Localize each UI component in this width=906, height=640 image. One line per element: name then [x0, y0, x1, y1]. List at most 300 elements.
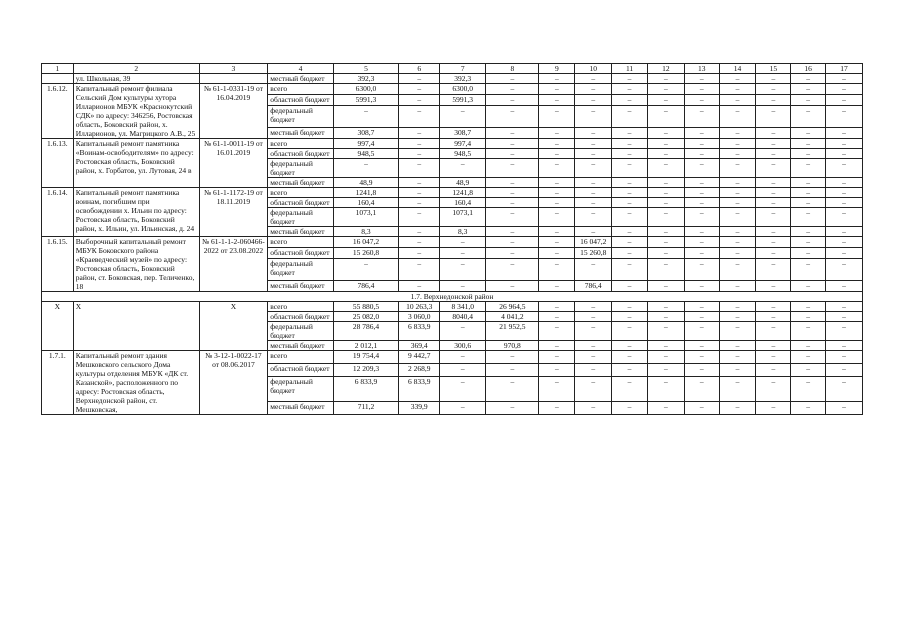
- table-row: [42, 139, 863, 149]
- value-cell: –: [791, 259, 826, 280]
- value-cell: –: [826, 364, 863, 377]
- value-cell: –: [575, 106, 612, 127]
- value-cell: 8,3: [333, 227, 399, 237]
- budget-type: федеральный бюджет: [268, 259, 334, 280]
- value-cell: –: [486, 227, 539, 237]
- column-number: 3: [199, 64, 268, 74]
- value-cell: 369,4: [399, 341, 440, 351]
- value-cell: –: [756, 127, 791, 138]
- value-cell: –: [826, 84, 863, 95]
- value-cell: –: [575, 208, 612, 227]
- value-cell: –: [399, 139, 440, 149]
- document-number: № 61-1-1172-19 от 18.11.2019: [199, 188, 268, 237]
- value-cell: –: [826, 95, 863, 106]
- value-cell: –: [575, 312, 612, 322]
- value-cell: –: [399, 227, 440, 237]
- row-id: Х: [42, 302, 74, 351]
- value-cell: –: [684, 188, 719, 198]
- value-cell: –: [684, 248, 719, 259]
- column-number: 9: [539, 64, 575, 74]
- value-cell: –: [647, 312, 684, 322]
- column-number: 10: [575, 64, 612, 74]
- budget-type: федеральный бюджет: [268, 322, 334, 341]
- column-number: 13: [684, 64, 719, 74]
- value-cell: –: [756, 248, 791, 259]
- budget-type: местный бюджет: [268, 280, 334, 291]
- value-cell: –: [791, 208, 826, 227]
- document-number: № 61-1-1-2-060466-2022 от 23.08.2022: [199, 237, 268, 292]
- value-cell: –: [791, 149, 826, 159]
- value-cell: –: [612, 280, 648, 291]
- value-cell: –: [486, 377, 539, 402]
- value-cell: –: [575, 178, 612, 188]
- value-cell: –: [399, 237, 440, 248]
- value-cell: –: [756, 159, 791, 178]
- row-id: 1.6.15.: [42, 237, 74, 292]
- value-cell: 55 880,5: [333, 302, 399, 312]
- value-cell: –: [612, 302, 648, 312]
- value-cell: –: [647, 248, 684, 259]
- value-cell: –: [440, 237, 486, 248]
- value-cell: –: [647, 259, 684, 280]
- value-cell: –: [647, 302, 684, 312]
- value-cell: 10 263,3: [399, 302, 440, 312]
- value-cell: –: [719, 341, 756, 351]
- column-number: 17: [826, 64, 863, 74]
- value-cell: –: [756, 377, 791, 402]
- value-cell: –: [575, 227, 612, 237]
- budget-type: всего: [268, 302, 334, 312]
- value-cell: –: [647, 159, 684, 178]
- object-name: Выборочный капитальный ремонт МБУК Боковского района «Краеведческий музей» по адресу: Ростовская область, Боковский район, ст. Боковская, пер. Теличенко, 18: [73, 237, 199, 292]
- value-cell: –: [486, 159, 539, 178]
- value-cell: 970,8: [486, 341, 539, 351]
- value-cell: –: [539, 188, 575, 198]
- value-cell: –: [719, 248, 756, 259]
- value-cell: –: [791, 106, 826, 127]
- value-cell: –: [719, 312, 756, 322]
- value-cell: 8 341,0: [440, 302, 486, 312]
- value-cell: 5991,3: [333, 95, 399, 106]
- value-cell: –: [826, 377, 863, 402]
- value-cell: –: [791, 248, 826, 259]
- value-cell: –: [756, 364, 791, 377]
- budget-type: областной бюджет: [268, 198, 334, 208]
- value-cell: –: [791, 341, 826, 351]
- value-cell: –: [756, 208, 791, 227]
- budget-type: всего: [268, 237, 334, 248]
- value-cell: –: [647, 341, 684, 351]
- value-cell: 3 060,0: [399, 312, 440, 322]
- value-cell: 48,9: [440, 178, 486, 188]
- value-cell: –: [486, 248, 539, 259]
- value-cell: –: [756, 259, 791, 280]
- value-cell: 786,4: [575, 280, 612, 291]
- table-row: [42, 84, 863, 95]
- value-cell: 26 964,5: [486, 302, 539, 312]
- column-number-row: [42, 64, 863, 74]
- value-cell: –: [575, 74, 612, 84]
- value-cell: –: [647, 401, 684, 414]
- value-cell: –: [575, 198, 612, 208]
- row-id: 1.6.14.: [42, 188, 74, 237]
- value-cell: –: [399, 74, 440, 84]
- value-cell: 308,7: [440, 127, 486, 138]
- budget-type: местный бюджет: [268, 74, 334, 84]
- value-cell: –: [756, 149, 791, 159]
- value-cell: 25 082,0: [333, 312, 399, 322]
- value-cell: 997,4: [333, 139, 399, 149]
- budget-type: областной бюджет: [268, 95, 334, 106]
- row-id-cell: [42, 74, 74, 84]
- column-number: 8: [486, 64, 539, 74]
- budget-type: местный бюджет: [268, 178, 334, 188]
- value-cell: –: [486, 364, 539, 377]
- value-cell: 6 833,9: [399, 322, 440, 341]
- column-number: 6: [399, 64, 440, 74]
- value-cell: –: [486, 401, 539, 414]
- value-cell: –: [486, 351, 539, 364]
- value-cell: –: [791, 401, 826, 414]
- document-number: № 61-1-0011-19 от 16.01.2019: [199, 139, 268, 188]
- value-cell: –: [826, 280, 863, 291]
- value-cell: –: [719, 178, 756, 188]
- value-cell: –: [826, 227, 863, 237]
- value-cell: –: [826, 312, 863, 322]
- value-cell: –: [486, 106, 539, 127]
- value-cell: –: [575, 259, 612, 280]
- value-cell: –: [575, 149, 612, 159]
- value-cell: –: [539, 248, 575, 259]
- value-cell: –: [539, 139, 575, 149]
- value-cell: 2 268,9: [399, 364, 440, 377]
- value-cell: 9 442,7: [399, 351, 440, 364]
- value-cell: –: [612, 198, 648, 208]
- value-cell: 339,9: [399, 401, 440, 414]
- budget-type: местный бюджет: [268, 341, 334, 351]
- value-cell: –: [647, 351, 684, 364]
- budget-type: областной бюджет: [268, 364, 334, 377]
- value-cell: –: [399, 149, 440, 159]
- value-cell: –: [684, 227, 719, 237]
- value-cell: –: [539, 178, 575, 188]
- value-cell: –: [440, 159, 486, 178]
- value-cell: –: [719, 106, 756, 127]
- value-cell: –: [719, 377, 756, 402]
- value-cell: –: [684, 127, 719, 138]
- object-name: Х: [73, 302, 199, 351]
- value-cell: 1241,8: [333, 188, 399, 198]
- value-cell: –: [647, 74, 684, 84]
- value-cell: –: [399, 280, 440, 291]
- value-cell: –: [539, 312, 575, 322]
- value-cell: –: [399, 127, 440, 138]
- budget-type: областной бюджет: [268, 312, 334, 322]
- value-cell: –: [539, 302, 575, 312]
- value-cell: –: [756, 312, 791, 322]
- value-cell: –: [791, 159, 826, 178]
- value-cell: 8,3: [440, 227, 486, 237]
- value-cell: –: [684, 74, 719, 84]
- value-cell: –: [826, 106, 863, 127]
- value-cell: 16 047,2: [333, 237, 399, 248]
- value-cell: –: [440, 364, 486, 377]
- value-cell: –: [539, 149, 575, 159]
- value-cell: –: [684, 259, 719, 280]
- budget-type: всего: [268, 84, 334, 95]
- value-cell: –: [486, 127, 539, 138]
- value-cell: –: [647, 227, 684, 237]
- value-cell: –: [647, 106, 684, 127]
- value-cell: –: [612, 106, 648, 127]
- value-cell: 711,2: [333, 401, 399, 414]
- value-cell: –: [539, 259, 575, 280]
- value-cell: –: [539, 322, 575, 341]
- value-cell: 15 260,8: [575, 248, 612, 259]
- value-cell: –: [791, 188, 826, 198]
- value-cell: –: [719, 351, 756, 364]
- value-cell: –: [399, 248, 440, 259]
- value-cell: –: [486, 95, 539, 106]
- value-cell: –: [440, 401, 486, 414]
- value-cell: 1073,1: [440, 208, 486, 227]
- value-cell: –: [612, 208, 648, 227]
- value-cell: –: [575, 159, 612, 178]
- value-cell: –: [647, 95, 684, 106]
- value-cell: –: [486, 74, 539, 84]
- value-cell: –: [539, 159, 575, 178]
- value-cell: –: [756, 237, 791, 248]
- value-cell: –: [647, 198, 684, 208]
- value-cell: –: [826, 237, 863, 248]
- value-cell: –: [333, 159, 399, 178]
- value-cell: 948,5: [440, 149, 486, 159]
- value-cell: –: [612, 322, 648, 341]
- value-cell: –: [684, 106, 719, 127]
- value-cell: –: [575, 322, 612, 341]
- section-title: 1.7. Верхнедонской район: [42, 292, 863, 302]
- column-number: 1: [42, 64, 74, 74]
- budget-table: [41, 63, 863, 415]
- column-number: 2: [73, 64, 199, 74]
- value-cell: 15 260,8: [333, 248, 399, 259]
- value-cell: –: [575, 401, 612, 414]
- object-name: Капитальный ремонт памятника воинам, погибшим при освобождении х. Ильин по адресу: Ростовская область, Боковский район, х. Ильин, ул. Ильинская, д. 24: [73, 188, 199, 237]
- value-cell: –: [440, 248, 486, 259]
- value-cell: –: [575, 95, 612, 106]
- value-cell: –: [440, 351, 486, 364]
- value-cell: –: [756, 106, 791, 127]
- value-cell: –: [791, 198, 826, 208]
- value-cell: –: [647, 84, 684, 95]
- value-cell: –: [575, 341, 612, 351]
- value-cell: 28 786,4: [333, 322, 399, 341]
- value-cell: –: [719, 302, 756, 312]
- value-cell: –: [647, 149, 684, 159]
- column-number: 4: [268, 64, 334, 74]
- value-cell: 1073,1: [333, 208, 399, 227]
- value-cell: –: [791, 322, 826, 341]
- value-cell: –: [826, 159, 863, 178]
- value-cell: –: [647, 322, 684, 341]
- value-cell: –: [684, 322, 719, 341]
- value-cell: –: [486, 149, 539, 159]
- value-cell: –: [612, 259, 648, 280]
- value-cell: –: [440, 259, 486, 280]
- column-number: 12: [647, 64, 684, 74]
- value-cell: –: [719, 322, 756, 341]
- value-cell: –: [612, 248, 648, 259]
- budget-type: местный бюджет: [268, 127, 334, 138]
- value-cell: –: [612, 351, 648, 364]
- object-name: Капитальный ремонт филиала Сельский Дом культуры хутора Илларионов МБУК «Краснокутский СДК» по адресу: 346256, Ростовская область, Боковский район, х. Илларионов, ул. Магрицкого А.В., 25: [73, 84, 199, 139]
- value-cell: –: [647, 377, 684, 402]
- value-cell: –: [486, 280, 539, 291]
- value-cell: –: [399, 259, 440, 280]
- table-row: [42, 237, 863, 248]
- value-cell: –: [399, 159, 440, 178]
- value-cell: –: [575, 302, 612, 312]
- value-cell: –: [719, 127, 756, 138]
- value-cell: –: [647, 364, 684, 377]
- budget-type: областной бюджет: [268, 149, 334, 159]
- value-cell: –: [486, 178, 539, 188]
- value-cell: –: [539, 84, 575, 95]
- value-cell: –: [826, 302, 863, 312]
- value-cell: –: [612, 178, 648, 188]
- value-cell: –: [684, 401, 719, 414]
- value-cell: –: [440, 106, 486, 127]
- value-cell: 19 754,4: [333, 351, 399, 364]
- value-cell: –: [612, 237, 648, 248]
- budget-type: федеральный бюджет: [268, 106, 334, 127]
- value-cell: –: [826, 248, 863, 259]
- value-cell: –: [647, 280, 684, 291]
- value-cell: –: [486, 188, 539, 198]
- value-cell: –: [612, 127, 648, 138]
- value-cell: –: [539, 377, 575, 402]
- value-cell: –: [684, 139, 719, 149]
- value-cell: 392,3: [333, 74, 399, 84]
- value-cell: –: [684, 84, 719, 95]
- value-cell: –: [333, 259, 399, 280]
- value-cell: –: [539, 198, 575, 208]
- value-cell: –: [826, 74, 863, 84]
- value-cell: 786,4: [333, 280, 399, 291]
- value-cell: –: [486, 84, 539, 95]
- value-cell: –: [684, 208, 719, 227]
- value-cell: –: [756, 401, 791, 414]
- value-cell: –: [647, 237, 684, 248]
- value-cell: –: [756, 227, 791, 237]
- value-cell: –: [684, 198, 719, 208]
- value-cell: –: [719, 159, 756, 178]
- object-name: ул. Школьная, 39: [73, 74, 199, 84]
- value-cell: –: [756, 178, 791, 188]
- value-cell: 4 041,2: [486, 312, 539, 322]
- column-number: 15: [756, 64, 791, 74]
- value-cell: –: [684, 364, 719, 377]
- value-cell: –: [612, 312, 648, 322]
- value-cell: –: [647, 127, 684, 138]
- value-cell: 6 833,9: [333, 377, 399, 402]
- value-cell: –: [791, 139, 826, 149]
- value-cell: –: [612, 74, 648, 84]
- value-cell: –: [539, 95, 575, 106]
- value-cell: 6 833,9: [399, 377, 440, 402]
- value-cell: –: [399, 208, 440, 227]
- budget-type: всего: [268, 188, 334, 198]
- value-cell: 12 209,3: [333, 364, 399, 377]
- value-cell: –: [756, 302, 791, 312]
- value-cell: 997,4: [440, 139, 486, 149]
- value-cell: –: [539, 341, 575, 351]
- value-cell: –: [539, 364, 575, 377]
- value-cell: –: [684, 95, 719, 106]
- value-cell: –: [791, 74, 826, 84]
- document-number: № 3-12-1-0022-17 от 08.06.2017: [199, 351, 268, 415]
- value-cell: –: [399, 84, 440, 95]
- value-cell: –: [647, 178, 684, 188]
- value-cell: –: [756, 139, 791, 149]
- value-cell: –: [719, 149, 756, 159]
- value-cell: –: [684, 149, 719, 159]
- value-cell: 16 047,2: [575, 237, 612, 248]
- value-cell: –: [440, 322, 486, 341]
- value-cell: –: [791, 364, 826, 377]
- value-cell: 948,5: [333, 149, 399, 159]
- table-row: [42, 351, 863, 364]
- budget-type: всего: [268, 139, 334, 149]
- budget-type: федеральный бюджет: [268, 377, 334, 402]
- budget-type: всего: [268, 351, 334, 364]
- value-cell: –: [399, 178, 440, 188]
- budget-type: местный бюджет: [268, 227, 334, 237]
- value-cell: –: [756, 95, 791, 106]
- value-cell: –: [684, 178, 719, 188]
- value-cell: –: [791, 178, 826, 188]
- value-cell: –: [719, 208, 756, 227]
- value-cell: –: [333, 106, 399, 127]
- value-cell: –: [486, 139, 539, 149]
- value-cell: –: [575, 351, 612, 364]
- value-cell: –: [826, 198, 863, 208]
- value-cell: –: [719, 84, 756, 95]
- value-cell: –: [486, 237, 539, 248]
- value-cell: –: [826, 351, 863, 364]
- row-id: 1.6.12.: [42, 84, 74, 139]
- document-number: Х: [199, 302, 268, 351]
- value-cell: –: [791, 227, 826, 237]
- value-cell: –: [756, 84, 791, 95]
- value-cell: –: [756, 188, 791, 198]
- column-number: 14: [719, 64, 756, 74]
- value-cell: –: [826, 188, 863, 198]
- value-cell: –: [756, 351, 791, 364]
- value-cell: –: [684, 341, 719, 351]
- value-cell: –: [791, 312, 826, 322]
- value-cell: –: [791, 351, 826, 364]
- value-cell: –: [399, 198, 440, 208]
- value-cell: –: [684, 237, 719, 248]
- budget-type: федеральный бюджет: [268, 159, 334, 178]
- value-cell: –: [575, 188, 612, 198]
- value-cell: –: [486, 259, 539, 280]
- value-cell: –: [399, 188, 440, 198]
- value-cell: 48,9: [333, 178, 399, 188]
- value-cell: 160,4: [440, 198, 486, 208]
- value-cell: 160,4: [333, 198, 399, 208]
